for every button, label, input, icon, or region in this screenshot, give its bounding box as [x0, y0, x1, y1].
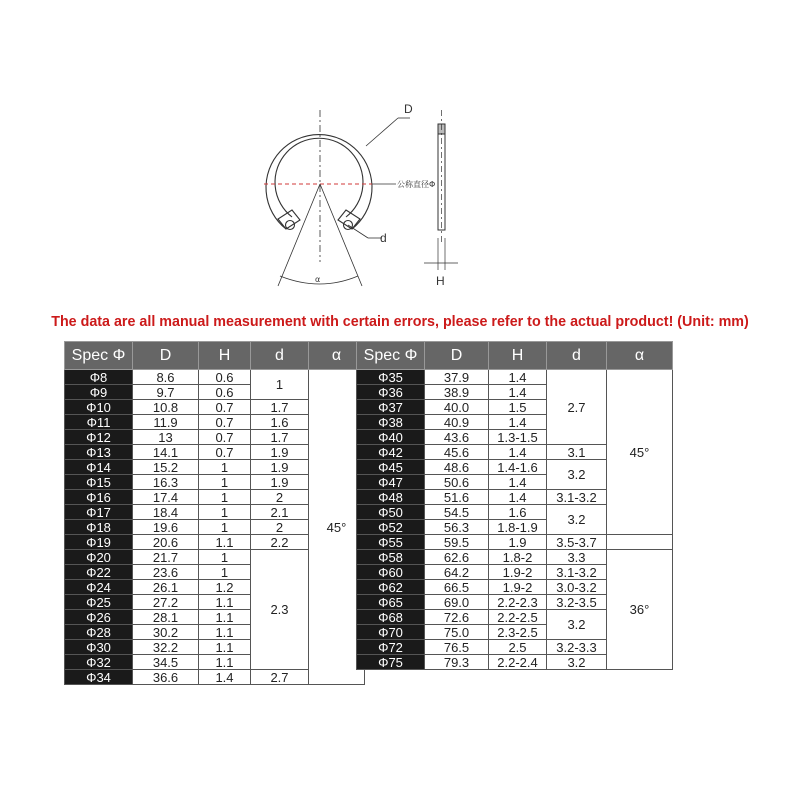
- H-cell: 0.6: [199, 385, 251, 400]
- spec-cell: Φ47: [357, 475, 425, 490]
- H-cell: 2.5: [489, 640, 547, 655]
- spec-cell: Φ65: [357, 595, 425, 610]
- spec-cell: Φ15: [65, 475, 133, 490]
- spec-cell: Φ34: [65, 670, 133, 685]
- spec-cell: Φ10: [65, 400, 133, 415]
- D-cell: 75.0: [425, 625, 489, 640]
- D-cell: 69.0: [425, 595, 489, 610]
- d-cell: 1.9: [251, 445, 309, 460]
- spec-cell: Φ37: [357, 400, 425, 415]
- header-alpha: α: [607, 342, 673, 370]
- spec-cell: Φ28: [65, 625, 133, 640]
- H-cell: 1.1: [199, 610, 251, 625]
- spec-cell: Φ14: [65, 460, 133, 475]
- angle-line-right: [320, 184, 362, 286]
- spec-cell: Φ12: [65, 430, 133, 445]
- spec-table-left: [64, 341, 365, 685]
- H-cell: 1.1: [199, 655, 251, 670]
- spec-cell: Φ62: [357, 580, 425, 595]
- D-cell: 56.3: [425, 520, 489, 535]
- d-cell: 3.1-3.2: [547, 490, 607, 505]
- alpha-cell: [607, 535, 673, 550]
- d-cell: 3.1: [547, 445, 607, 460]
- ring-lug-left: [278, 210, 300, 229]
- spec-cell: Φ55: [357, 535, 425, 550]
- D-cell: 34.5: [133, 655, 199, 670]
- d-cell: 2: [251, 520, 309, 535]
- spec-cell: Φ30: [65, 640, 133, 655]
- H-cell: 1: [199, 475, 251, 490]
- H-cell: 1.1: [199, 625, 251, 640]
- H-cell: 1.8-1.9: [489, 520, 547, 535]
- D-leader-diagonal: [366, 118, 398, 146]
- table-row: [357, 370, 673, 385]
- spec-cell: Φ52: [357, 520, 425, 535]
- d-cell: 2: [251, 490, 309, 505]
- spec-cell: Φ24: [65, 580, 133, 595]
- d-cell: 3.3: [547, 550, 607, 565]
- D-cell: 26.1: [133, 580, 199, 595]
- alpha-cell: 45°: [309, 370, 365, 685]
- D-cell: 66.5: [425, 580, 489, 595]
- spec-cell: Φ26: [65, 610, 133, 625]
- D-cell: 21.7: [133, 550, 199, 565]
- H-cell: 0.7: [199, 430, 251, 445]
- table-row: [357, 550, 673, 565]
- H-cell: 0.7: [199, 400, 251, 415]
- D-cell: 13: [133, 430, 199, 445]
- H-cell: 1.1: [199, 640, 251, 655]
- alpha-cell: 36°: [607, 550, 673, 670]
- spec-cell: Φ40: [357, 430, 425, 445]
- d-cell: 3.2: [547, 460, 607, 490]
- measurement-notice: The data are all manual measurement with certain errors, please refer to the actual product! (Unit: mm): [51, 314, 749, 330]
- d-cell: 1: [251, 370, 309, 400]
- ring-lug-right: [338, 210, 360, 229]
- label-nominal-diameter: 公称直径Φ: [397, 180, 436, 189]
- d-cell: 1.7: [251, 400, 309, 415]
- H-cell: 1.3-1.5: [489, 430, 547, 445]
- H-cell: 1.1: [199, 535, 251, 550]
- H-cell: 1.4: [489, 385, 547, 400]
- spec-cell: Φ48: [357, 490, 425, 505]
- H-cell: 1.4: [489, 415, 547, 430]
- label-alpha: α: [315, 275, 321, 284]
- spec-cell: Φ32: [65, 655, 133, 670]
- D-cell: 59.5: [425, 535, 489, 550]
- D-cell: 40.0: [425, 400, 489, 415]
- H-cell: 1.1: [199, 595, 251, 610]
- H-cell: 1.4: [199, 670, 251, 685]
- D-cell: 36.6: [133, 670, 199, 685]
- H-cell: 1.5: [489, 400, 547, 415]
- spec-cell: Φ60: [357, 565, 425, 580]
- D-cell: 48.6: [425, 460, 489, 475]
- d-cell: 1.7: [251, 430, 309, 445]
- table-row: [357, 535, 673, 550]
- H-cell: 2.2-2.3: [489, 595, 547, 610]
- D-cell: 18.4: [133, 505, 199, 520]
- D-cell: 14.1: [133, 445, 199, 460]
- header-d: d: [547, 342, 607, 370]
- spec-cell: Φ38: [357, 415, 425, 430]
- table-header-row: [357, 342, 673, 370]
- D-cell: 8.6: [133, 370, 199, 385]
- spec-cell: Φ19: [65, 535, 133, 550]
- H-cell: 1.9: [489, 535, 547, 550]
- spec-cell: Φ42: [357, 445, 425, 460]
- spec-table-right: [356, 341, 673, 670]
- H-cell: 1: [199, 505, 251, 520]
- spec-cell: Φ70: [357, 625, 425, 640]
- D-cell: 27.2: [133, 595, 199, 610]
- header-alpha: α: [309, 342, 365, 370]
- d-cell: 1.9: [251, 475, 309, 490]
- spec-cell: Φ72: [357, 640, 425, 655]
- spec-cell: Φ18: [65, 520, 133, 535]
- d-cell: 2.7: [547, 370, 607, 445]
- header-H: H: [199, 342, 251, 370]
- H-cell: 1.2: [199, 580, 251, 595]
- H-cell: 1.4: [489, 490, 547, 505]
- H-cell: 2.3-2.5: [489, 625, 547, 640]
- D-cell: 51.6: [425, 490, 489, 505]
- D-cell: 62.6: [425, 550, 489, 565]
- d-cell: 3.2-3.5: [547, 595, 607, 610]
- H-cell: 2.2-2.4: [489, 655, 547, 670]
- d-cell: 3.2: [547, 505, 607, 535]
- D-cell: 54.5: [425, 505, 489, 520]
- d-cell: 1.6: [251, 415, 309, 430]
- D-cell: 50.6: [425, 475, 489, 490]
- H-cell: 1.4: [489, 445, 547, 460]
- H-cell: 1.4: [489, 475, 547, 490]
- H-cell: 1: [199, 460, 251, 475]
- d-cell: 1.9: [251, 460, 309, 475]
- header-spec: Spec Φ: [65, 342, 133, 370]
- D-cell: 19.6: [133, 520, 199, 535]
- D-cell: 37.9: [425, 370, 489, 385]
- header-spec: Spec Φ: [357, 342, 425, 370]
- spec-cell: Φ20: [65, 550, 133, 565]
- D-cell: 72.6: [425, 610, 489, 625]
- spec-cell: Φ50: [357, 505, 425, 520]
- d-cell: 3.1-3.2: [547, 565, 607, 580]
- label-H: H: [436, 274, 445, 288]
- spec-cell: Φ58: [357, 550, 425, 565]
- D-cell: 79.3: [425, 655, 489, 670]
- d-cell: 3.2-3.3: [547, 640, 607, 655]
- ring-drawing: [264, 110, 410, 286]
- spec-cell: Φ25: [65, 595, 133, 610]
- D-cell: 16.3: [133, 475, 199, 490]
- H-cell: 1.4: [489, 370, 547, 385]
- d-cell: 2.1: [251, 505, 309, 520]
- d-cell: 2.7: [251, 670, 309, 685]
- spec-cell: Φ8: [65, 370, 133, 385]
- D-cell: 23.6: [133, 565, 199, 580]
- D-cell: 38.9: [425, 385, 489, 400]
- label-d: d: [380, 231, 387, 245]
- alpha-cell: 45°: [607, 370, 673, 535]
- H-cell: 1: [199, 565, 251, 580]
- d-cell: 3.2: [547, 655, 607, 670]
- header-D: D: [133, 342, 199, 370]
- H-cell: 1: [199, 520, 251, 535]
- side-view: [424, 110, 458, 270]
- table-row: [65, 370, 365, 385]
- H-cell: 0.7: [199, 445, 251, 460]
- D-cell: 11.9: [133, 415, 199, 430]
- d-cell: 3.2: [547, 610, 607, 640]
- spec-cell: Φ13: [65, 445, 133, 460]
- D-cell: 28.1: [133, 610, 199, 625]
- H-cell: 1.4-1.6: [489, 460, 547, 475]
- spec-cell: Φ22: [65, 565, 133, 580]
- d-cell: 2.3: [251, 550, 309, 670]
- D-cell: 30.2: [133, 625, 199, 640]
- D-cell: 17.4: [133, 490, 199, 505]
- spec-cell: Φ75: [357, 655, 425, 670]
- D-cell: 43.6: [425, 430, 489, 445]
- D-cell: 45.6: [425, 445, 489, 460]
- angle-line-left: [278, 184, 320, 286]
- H-cell: 1.9-2: [489, 580, 547, 595]
- header-H: H: [489, 342, 547, 370]
- D-cell: 32.2: [133, 640, 199, 655]
- D-cell: 64.2: [425, 565, 489, 580]
- ring-outer-arc: [266, 135, 372, 229]
- table-header-row: [65, 342, 365, 370]
- d-cell: 3.5-3.7: [547, 535, 607, 550]
- H-cell: 1.6: [489, 505, 547, 520]
- spec-cell: Φ36: [357, 385, 425, 400]
- spec-cell: Φ9: [65, 385, 133, 400]
- H-cell: 1.8-2: [489, 550, 547, 565]
- H-cell: 1.9-2: [489, 565, 547, 580]
- spec-cell: Φ16: [65, 490, 133, 505]
- D-cell: 40.9: [425, 415, 489, 430]
- d-cell: 2.2: [251, 535, 309, 550]
- H-cell: 0.7: [199, 415, 251, 430]
- spec-cell: Φ11: [65, 415, 133, 430]
- d-leader-diagonal: [348, 225, 368, 238]
- circlip-diagram: [0, 0, 800, 305]
- H-cell: 1: [199, 550, 251, 565]
- spec-cell: Φ45: [357, 460, 425, 475]
- spec-cell: Φ35: [357, 370, 425, 385]
- H-cell: 2.2-2.5: [489, 610, 547, 625]
- D-cell: 10.8: [133, 400, 199, 415]
- label-D: D: [404, 102, 413, 116]
- H-cell: 0.6: [199, 370, 251, 385]
- ring-inner-arc: [275, 138, 363, 217]
- spec-cell: Φ68: [357, 610, 425, 625]
- D-cell: 76.5: [425, 640, 489, 655]
- d-cell: 3.0-3.2: [547, 580, 607, 595]
- D-cell: 9.7: [133, 385, 199, 400]
- header-d: d: [251, 342, 309, 370]
- H-cell: 1: [199, 490, 251, 505]
- D-cell: 15.2: [133, 460, 199, 475]
- header-D: D: [425, 342, 489, 370]
- D-cell: 20.6: [133, 535, 199, 550]
- spec-cell: Φ17: [65, 505, 133, 520]
